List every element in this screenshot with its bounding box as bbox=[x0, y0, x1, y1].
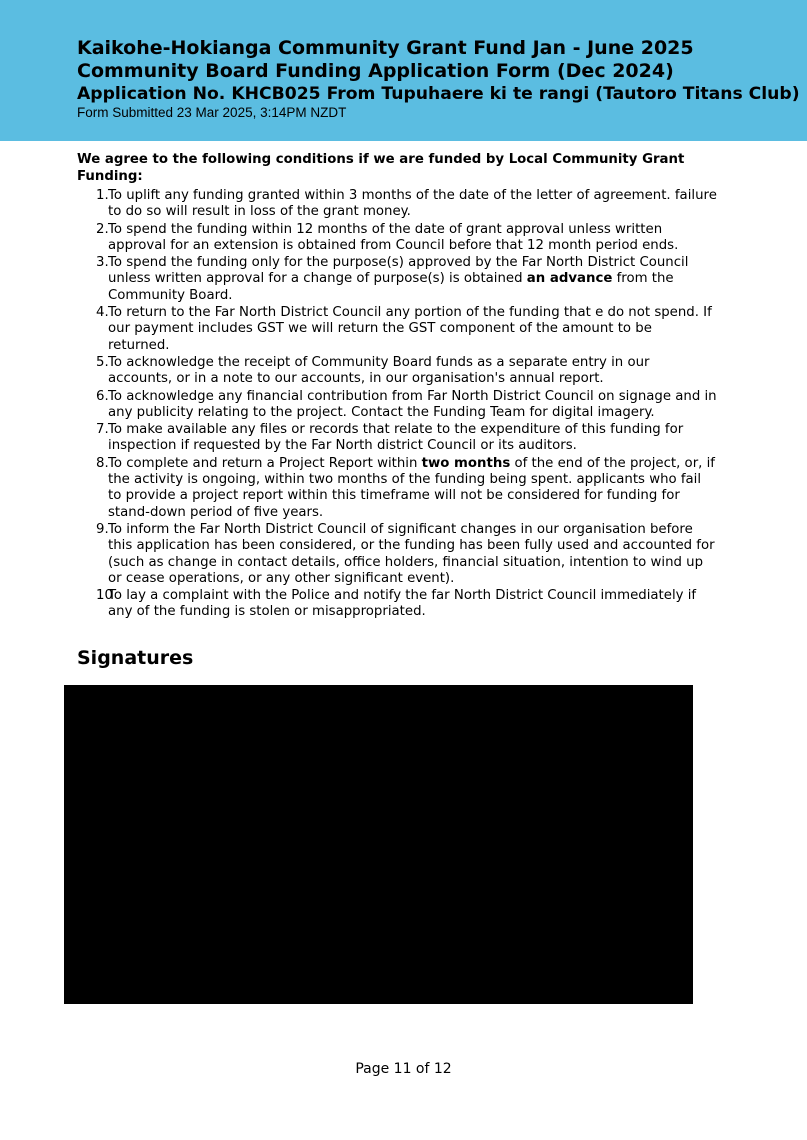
condition-item bbox=[77, 355, 717, 388]
condition-text: of the end of the project, or, if the activity is ongoing, within two months of the funding being spent. applicants who fail to provide a project report within this timeframe will not be considered for funding for stand-down period of five years. bbox=[108, 455, 715, 520]
condition-item bbox=[77, 456, 717, 521]
condition-text: To acknowledge the receipt of Community Board funds as a separate entry in our accounts, or in a note to our accounts, in our organisation's annual report. bbox=[108, 354, 650, 387]
condition-item bbox=[77, 422, 717, 455]
condition-text: To spend the funding within 12 months of the date of grant approval unless written approval for an extension is obtained from Council before that 12 month period ends. bbox=[108, 221, 679, 253]
conditions-intro: We agree to the following conditions if we are funded by Local Community Grant Funding: bbox=[77, 152, 685, 184]
condition-item bbox=[77, 389, 717, 422]
condition-text: To make available any files or records that relate to the expenditure of this funding for inspection if requested by the Far North district Council or its auditors. bbox=[108, 422, 684, 454]
condition-number: 2. bbox=[96, 221, 109, 237]
condition-number: 8. bbox=[96, 455, 109, 471]
form-title: Community Board Funding Application Form (Dec 2024) bbox=[77, 60, 674, 82]
condition-number: 1. bbox=[96, 188, 109, 203]
condition-emphasis: two months bbox=[421, 455, 511, 471]
condition-text: To uplift any funding granted within 3 months of the date of the letter of agreement. failure to do so will result in loss of the grant money. bbox=[108, 188, 717, 220]
condition-number: 4. bbox=[96, 305, 109, 321]
condition-text: To return to the Far North District Council any portion of the funding that e do not spend. If our payment includes GST we will return the GST component of the amount to be returned. bbox=[108, 305, 712, 353]
condition-number: 10 bbox=[96, 588, 113, 604]
condition-number: 3. bbox=[96, 255, 109, 271]
condition-text: To lay a complaint with the Police and notify the far North District Council immediately if any of the funding is stolen or misappropriated. bbox=[108, 588, 697, 620]
signature-image-redacted bbox=[64, 685, 693, 1004]
condition-number: 5. bbox=[96, 354, 109, 370]
page-number: Page 11 of 12 bbox=[355, 1061, 452, 1077]
condition-number: 6. bbox=[96, 388, 109, 404]
condition-emphasis: an advance bbox=[526, 271, 613, 287]
submitted-timestamp: Form Submitted 23 Mar 2025, 3:14PM NZDT bbox=[77, 105, 347, 120]
conditions-list bbox=[77, 188, 717, 621]
condition-text: To acknowledge any financial contribution from Far North District Council on signage and in any publicity relating to the project. Contact the Funding Team for digital imagery. bbox=[108, 388, 717, 420]
condition-item bbox=[77, 188, 717, 221]
form-header bbox=[0, 0, 807, 141]
signatures-heading: Signatures bbox=[77, 647, 194, 669]
condition-item bbox=[77, 522, 717, 587]
application-number: Application No. KHCB025 From Tupuhaere ki te rangi (Tautoro Titans Club) bbox=[77, 84, 800, 104]
condition-text: To complete and return a Project Report within bbox=[108, 455, 422, 471]
condition-item bbox=[77, 588, 717, 621]
condition-text: from the Community Board. bbox=[108, 271, 674, 303]
condition-item bbox=[77, 222, 717, 255]
funding-conditions bbox=[77, 152, 717, 622]
condition-text: To spend the funding only for the purpose(s) approved by the Far North District Council unless written approval for a change of purpose(s) is obtained bbox=[108, 255, 689, 287]
condition-number: 9. bbox=[96, 521, 109, 537]
condition-item bbox=[77, 255, 717, 304]
condition-item bbox=[77, 305, 717, 354]
condition-text: To inform the Far North District Council of significant changes in our organisation before this application has been considered, or the funding has been fully used and accounted for (such as change in contact details, office holders, financial situation, intention to wind up or cease operations, or any other significant event). bbox=[108, 521, 715, 586]
grant-fund-title: Kaikohe-Hokianga Community Grant Fund Jan - June 2025 bbox=[77, 37, 694, 59]
condition-number: 7. bbox=[96, 422, 109, 438]
